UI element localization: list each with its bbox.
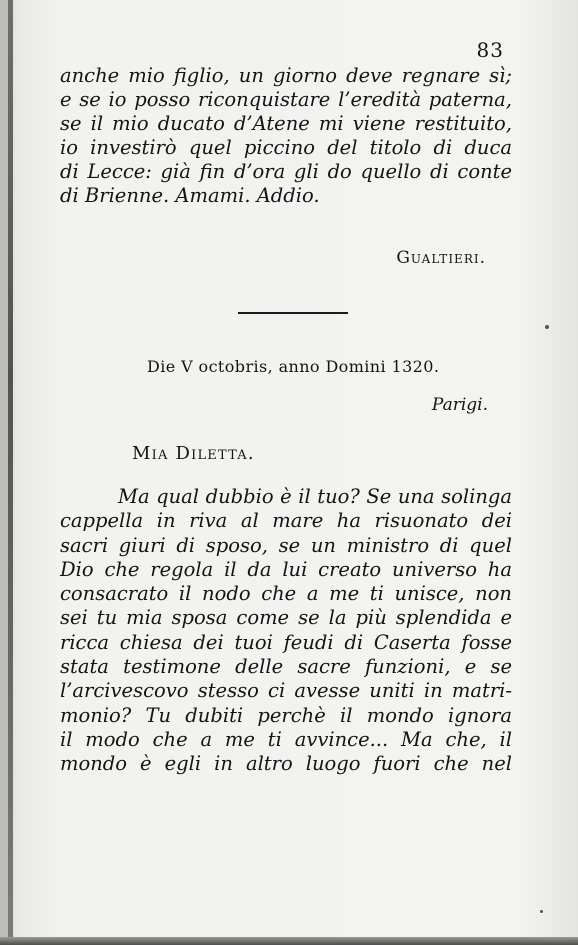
text-line: Ma qual dubbio è il tuo? Se una solinga	[118, 485, 512, 508]
text-line: Dio che regola il da lui creato universo ha	[60, 557, 512, 581]
text-line: monio? Tu dubiti perchè il mondo ignora	[60, 703, 512, 727]
text-line: cappella in riva al mare ha risuonato dei	[60, 509, 512, 533]
letter-body-paragraph	[60, 485, 512, 777]
salutation: Mia Diletta.	[132, 443, 255, 464]
text-line: sacri giuri di sposo, se un ministro di quel	[60, 533, 512, 557]
paper-speck	[545, 325, 549, 329]
text-line: io investirò quel piccino del titolo di duca	[60, 136, 512, 159]
page-number: 83	[476, 38, 504, 62]
text-line: se il mio ducato d’Atene mi viene restituito,	[60, 112, 512, 135]
binding-edge	[8, 0, 13, 945]
text-line: consacrato il nodo che a me ti unisce, non	[60, 582, 512, 606]
section-divider	[238, 312, 348, 314]
paper-speck	[540, 910, 543, 913]
text-line: di Brienne. Amami. Addio.	[60, 184, 320, 207]
page-bottom-edge	[0, 937, 578, 945]
text-line: mondo è egli in altro luogo fuori che nel	[60, 752, 512, 776]
binding-shadow	[0, 0, 8, 945]
text-line: sei tu mia sposa come se la più splendida e	[60, 606, 512, 630]
place-name: Parigi.	[431, 395, 488, 415]
text-line: di Lecce: già fin d’ora gli do quello di conte	[60, 160, 512, 183]
text-line: e se io posso riconquistare l’eredità paterna,	[60, 88, 512, 111]
dateline: Die V octobris, anno Domini 1320.	[147, 357, 440, 376]
text-line: anche mio figlio, un giorno deve regnare sì;	[60, 64, 512, 87]
signature: Gualtieri.	[396, 248, 486, 268]
text-line: stata testimone delle sacre funzioni, e se	[60, 655, 512, 679]
text-line: ricca chiesa dei tuoi feudi di Caserta fosse	[60, 630, 512, 654]
text-line: l’arcivescovo stesso ci avesse uniti in matri-	[60, 679, 512, 703]
letter-closing-paragraph	[60, 64, 512, 208]
text-line: il modo che a me ti avvince... Ma che, il	[60, 727, 512, 751]
